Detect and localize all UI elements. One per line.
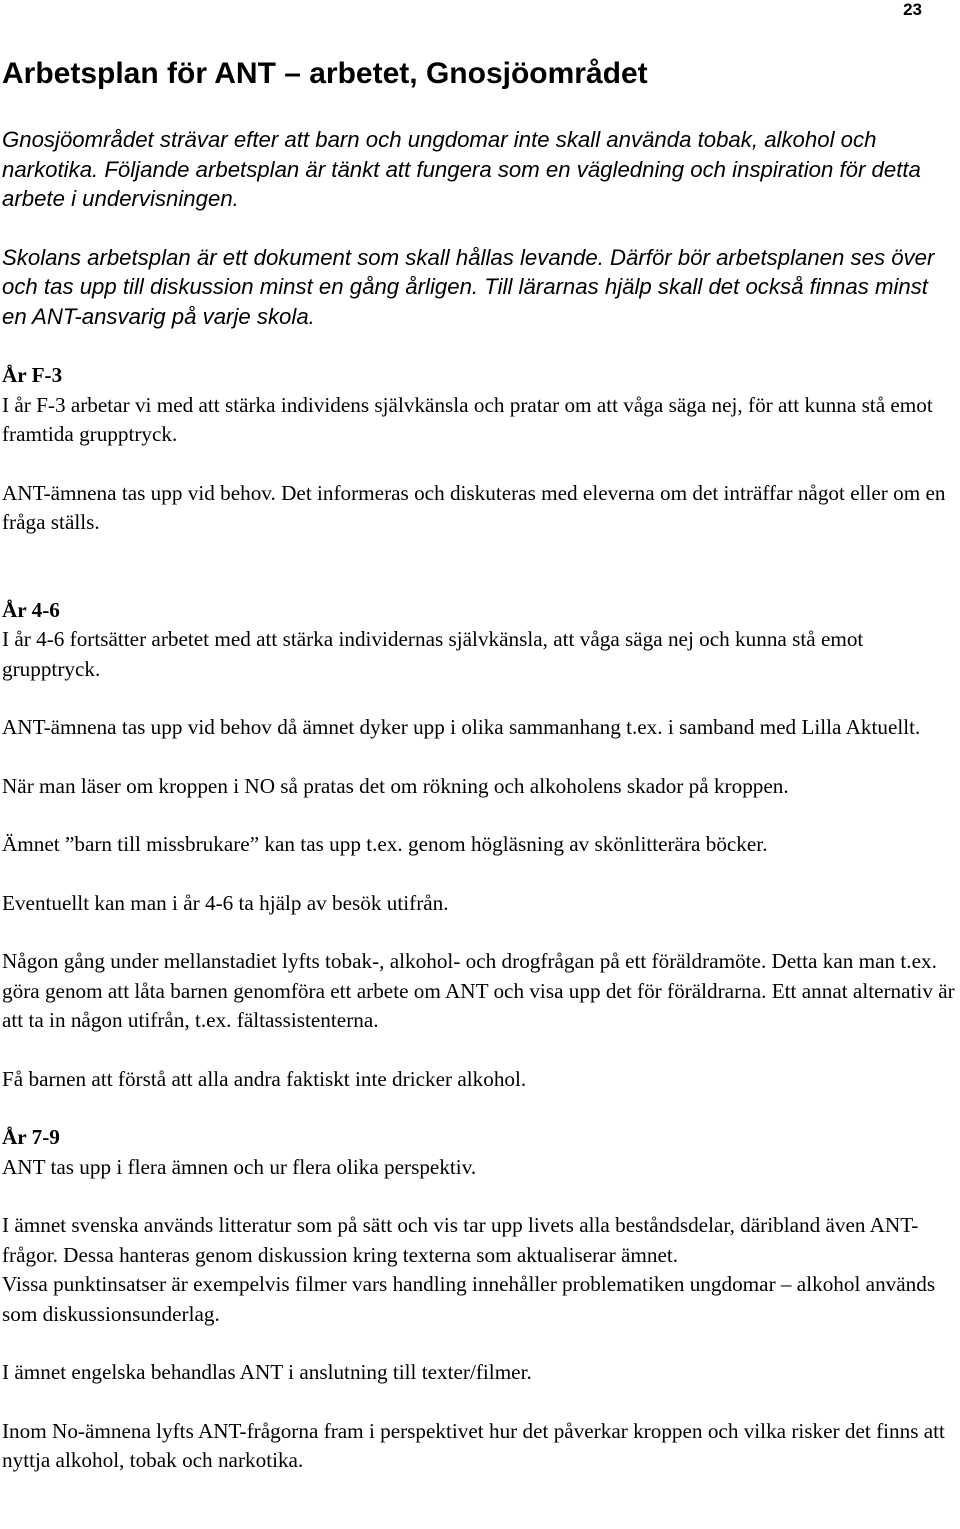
intro-paragraph: Skolans arbetsplan är ett dokument som skall hållas levande. Därför bör arbetsplanen ses över och tas upp till diskussion minst en gång årligen. Till lärarnas hjälp skall det också finnas minst en ANT-ansvarig på varje skola.	[2, 244, 935, 329]
paragraph: Ämnet ”barn till missbrukare” kan tas upp t.ex. genom högläsning av skönlitterära böcker.	[2, 832, 768, 856]
paragraph: I år 4-6 fortsätter arbetet med att stärka individernas självkänsla, att våga säga nej och kunna stå emot grupptryck.	[2, 627, 864, 681]
paragraph: Inom No-ämnena lyfts ANT-frågorna fram i perspektivet hur det påverkar kroppen och vilka risker det finns att nyttja alkohol, tobak och narkotika.	[2, 1418, 945, 1472]
paragraph: I ämnet svenska används litteratur som på sätt och vis tar upp livets alla beståndsdelar, däribland även ANT-frågor. Dessa hanteras genom diskussion kring texterna som aktualiserar ämnet.	[2, 1213, 919, 1267]
document-body	[2, 361, 960, 1476]
page-title: Arbetsplan för ANT – arbetet, Gnosjöområdet	[2, 57, 648, 90]
paragraph: Få barnen att förstå att alla andra faktiskt inte dricker alkohol.	[2, 1066, 527, 1091]
paragraph: I ämnet engelska behandlas ANT i anslutning till texter/filmer.	[2, 1360, 532, 1384]
intro-section	[2, 125, 958, 331]
section-heading-4-6: År 4-6	[2, 597, 60, 622]
paragraph: Vissa punktinsatser är exempelvis filmer vars handling innehåller problematiken ungdomar – alkohol används som diskussionsunderlag.	[2, 1272, 936, 1326]
paragraph: ANT-ämnena tas upp vid behov. Det informeras och diskuteras med eleverna om det inträffar något eller om en fråga ställs.	[2, 480, 946, 534]
paragraph: I år F-3 arbetar vi med att stärka individens självkänsla och pratar om att våga säga nej, för att kunna stå emot framtida grupptryck.	[2, 392, 933, 446]
paragraph: ANT-ämnena tas upp vid behov då ämnet dyker upp i olika sammanhang t.ex. i samband med Lilla Aktuellt.	[2, 715, 921, 739]
section-heading-f3: År F-3	[2, 363, 63, 387]
intro-paragraph: Gnosjöområdet strävar efter att barn och ungdomar inte skall använda tobak, alkohol och narkotika. Följande arbetsplan är tänkt att fungera som en vägledning och inspiration för detta arbete i undervisningen.	[2, 127, 921, 211]
section-heading-7-9: År 7-9	[2, 1125, 60, 1149]
paragraph: När man läser om kroppen i NO så pratas det om rökning och alkoholens skador på kroppen.	[2, 773, 789, 798]
page-number: 23	[903, 0, 922, 19]
paragraph: ANT tas upp i flera ämnen och ur flera olika perspektiv.	[2, 1154, 477, 1179]
paragraph: Någon gång under mellanstadiet lyfts tobak-, alkohol- och drogfrågan på ett föräldramöte. Detta kan man t.ex. göra genom att låta barnen genomföra ett arbete om ANT och visa upp det för föräldrarna. Ett annat alternativ är att ta in någon utifrån, t.ex. fältassistenterna.	[2, 949, 955, 1032]
paragraph: Eventuellt kan man i år 4-6 ta hjälp av besök utifrån.	[2, 890, 449, 915]
